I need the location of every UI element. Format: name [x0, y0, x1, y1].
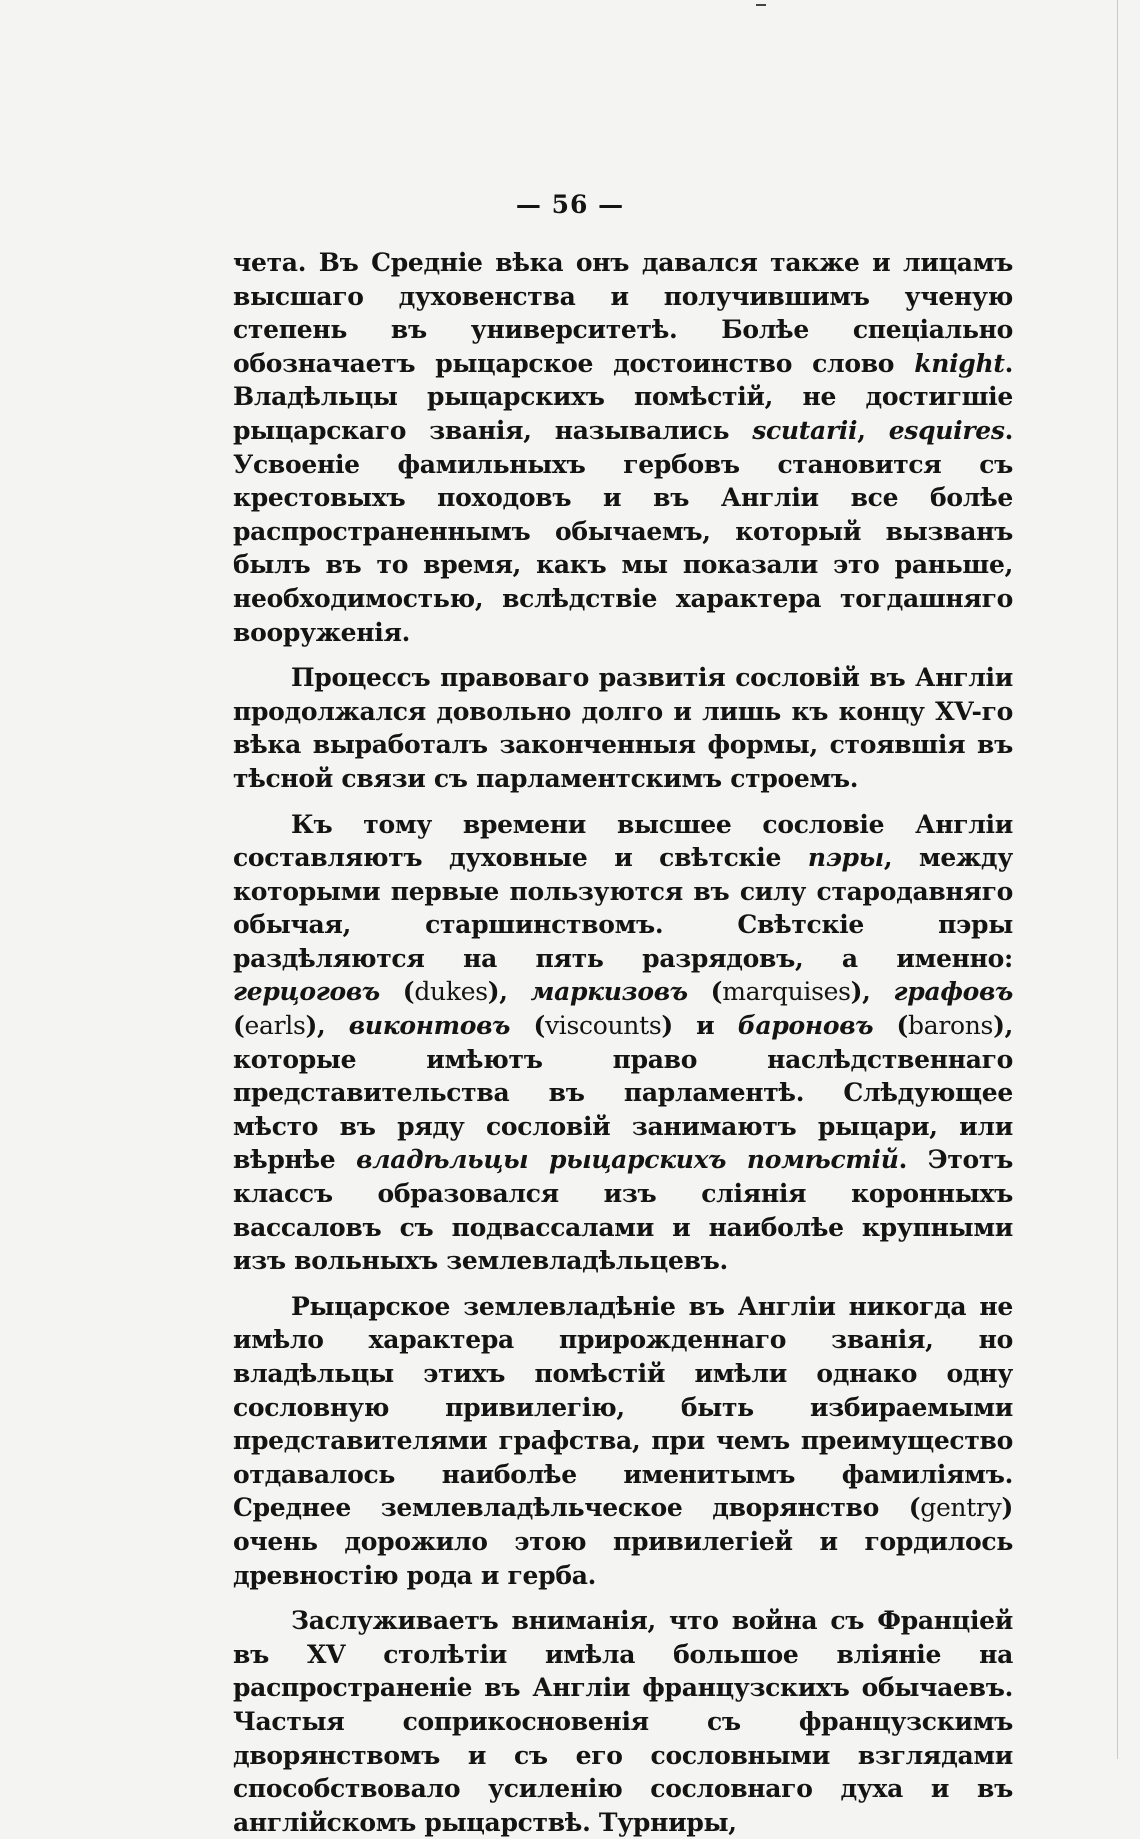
text-run: , между которыми первые пользуются въ силу стародавняго обычая, старшинствомъ. Свѣтскіе пэры раздѣляются на пять разрядовъ, а именно: — [233, 843, 1013, 973]
text-run: ), — [487, 977, 531, 1007]
text-run: . Владѣльцы рыцарскихъ помѣстій, не достигшіе рыцарскаго званія, назывались — [233, 348, 1013, 445]
text-run: . Усвоеніе фамильныхъ гербовъ становится съ крестовыхъ походовъ и въ Англіи все болѣе распространеннымъ обычаемъ, который вызванъ былъ въ то время, какъ мы показали это раньше, необходимостью, вслѣдствіе характера тогдашняго вооруженія. — [233, 415, 1013, 647]
text-run: ( — [687, 977, 723, 1007]
text-run: Процессъ правоваго развитія сословій въ Англіи продолжался довольно долго и лишь къ концу XV-го вѣка выработалъ законченныя формы, стоявшія въ тѣсной связи съ парламентскимъ строемъ. — [233, 663, 1013, 793]
italic-term: esquires — [888, 415, 1005, 445]
text-run: чета. Въ Средніе вѣка онъ давался также и лицамъ высшаго духовенства и получившимъ ученую степень въ университетѣ. Болѣе спеціально обозначаетъ рыцарское достоинство слово — [233, 248, 1013, 378]
text-run: Заслуживаетъ вниманія, что война съ Франціей въ XV столѣтіи имѣла большое вліяніе на распространеніе въ Англіи французскихъ обычаевъ. Частыя соприкосновенія съ французскимъ дворянствомъ и съ его сословными взглядами способствовало усиленію сословнаго духа и въ англійскомъ рыцарствѣ. Турниры, — [233, 1606, 1013, 1837]
scan-edge-mark — [756, 4, 766, 6]
paragraph-5 — [233, 1604, 1013, 1839]
latin-term: barons — [908, 1011, 994, 1041]
italic-term: герцоговъ — [233, 977, 380, 1007]
page-number: — 56 — — [515, 190, 625, 219]
text-run: Рыцарское землевладѣніе въ Англіи никогда не имѣло характера прирожденнаго званія, но владѣльцы этихъ помѣстій имѣли однако одну сословную привилегію, быть избираемыми представителями графства, при чемъ преимущество отдавалось наиболѣе именитымъ фамиліямъ. Среднее землевладѣльческое дворянство ( — [233, 1291, 1013, 1523]
latin-term: viscounts — [544, 1011, 662, 1041]
paragraph-2 — [233, 661, 1013, 795]
text-run: ) и — [661, 1011, 738, 1041]
italic-term: knight — [914, 348, 1005, 378]
paragraph-3 — [233, 808, 1013, 1278]
italic-term: scutarii — [752, 415, 858, 445]
text-run: ( — [379, 977, 415, 1007]
body-text — [233, 246, 1013, 1839]
text-run: . Этотъ классъ образовался изъ сліянія коронныхъ вассаловъ съ подвассалами и наиболѣе крупными изъ вольныхъ землевладѣльцевъ. — [233, 1145, 1013, 1276]
latin-term: marquises — [722, 977, 851, 1007]
text-run: , — [857, 415, 889, 445]
text-run: ( — [510, 1011, 545, 1041]
italic-term: бароновъ — [737, 1011, 874, 1041]
text-run: ), — [850, 977, 894, 1007]
italic-term: владѣльцы рыцарскихъ помѣстій — [356, 1145, 899, 1175]
italic-term: графовъ — [893, 977, 1014, 1007]
text-run: ), — [305, 1011, 349, 1041]
text-run: ), которые имѣютъ право наслѣдственнаго представительства въ парламентѣ. Слѣдующее мѣсто въ ряду сословій занимаютъ рыцари, или вѣрнѣе — [233, 1011, 1014, 1175]
text-run: ) очень дорожило этою привилегіей и гордилось древностію рода и герба. — [233, 1493, 1013, 1590]
paragraph-1 — [233, 246, 1013, 649]
latin-term: earls — [244, 1011, 306, 1041]
text-run: ( — [233, 1011, 245, 1041]
scan-edge-line — [1117, 0, 1118, 1759]
italic-term: маркизовъ — [530, 977, 688, 1007]
italic-term: пэры — [807, 843, 884, 873]
text-run: ( — [873, 1011, 909, 1041]
latin-term: dukes — [414, 977, 488, 1007]
latin-term: gentry — [920, 1493, 1002, 1523]
paragraph-4 — [233, 1290, 1013, 1592]
text-run: Къ тому времени высшее сословіе Англіи составляютъ духовные и свѣтскіе — [233, 809, 1013, 873]
italic-term: виконтовъ — [348, 1011, 511, 1041]
